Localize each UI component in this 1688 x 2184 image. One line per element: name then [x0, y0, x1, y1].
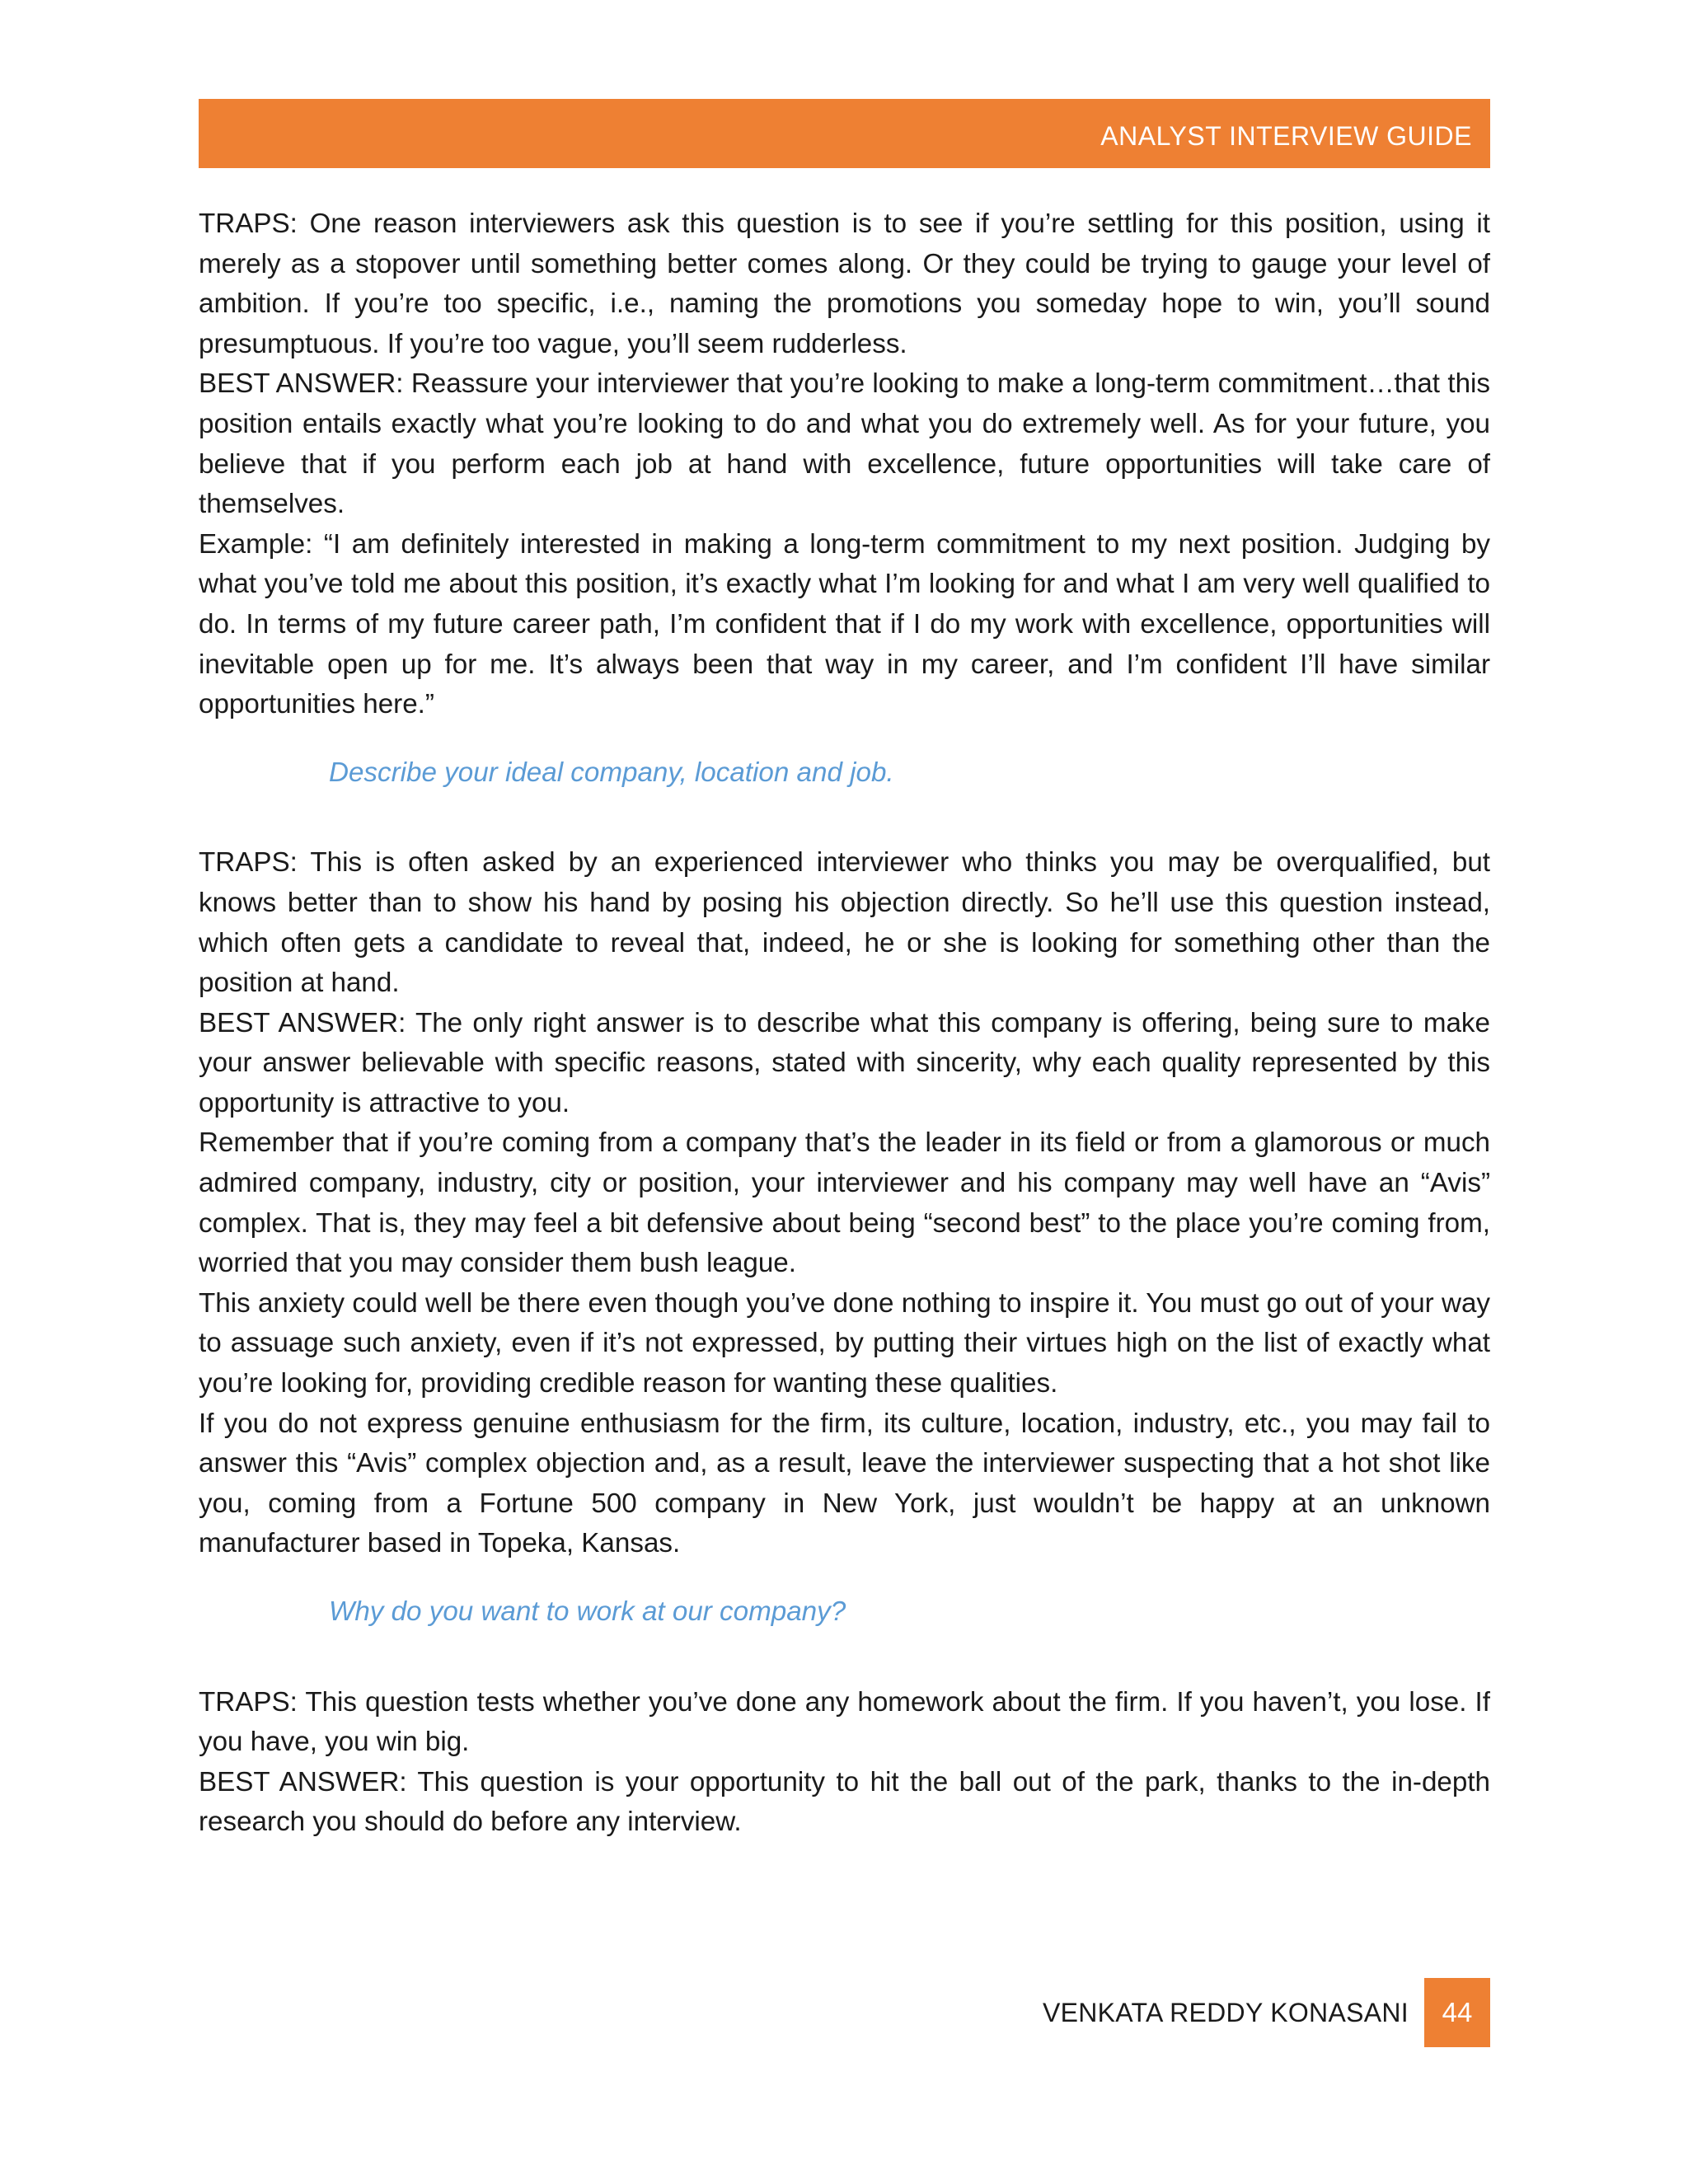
page-number: 44	[1442, 1997, 1473, 2027]
page-body	[199, 204, 1490, 1843]
question-heading: Describe your ideal company, location and job.	[329, 757, 894, 788]
header-bar	[199, 99, 1490, 168]
paragraph: BEST ANSWER: Reassure your interviewer that you’re looking to make a long-term commitment…that this position entails exactly what you’re looking to do and what you do extremely well. As for your future, you believe that if you perform each job at hand with excellence, future opportunities will take care of themselves.	[199, 368, 1490, 520]
paragraph: TRAPS: This is often asked by an experienced interviewer who thinks you may be overqualified, but knows better than to show his hand by posing his objection directly. So he’ll use this question instead, which often gets a candidate to reveal that, indeed, he or she is looking for something other than the position at hand.	[199, 847, 1490, 999]
footer-author: VENKATA REDDY KONASANI	[1042, 1998, 1409, 2027]
document-title: ANALYST INTERVIEW GUIDE	[1100, 120, 1472, 151]
paragraph: If you do not express genuine enthusiasm for the firm, its culture, location, industry, etc., you may fail to answer this “Avis” complex objection and, as a result, leave the interviewer suspecting that a hot shot like you, coming from a Fortune 500 company in New York, just wouldn’t be happy at an unknown manufacturer based in Topeka, Kansas.	[199, 1408, 1490, 1559]
paragraph: TRAPS: One reason interviewers ask this question is to see if you’re settling for this position, using it merely as a stopover until something better comes along. Or they could be trying to gauge your level of ambition. If you’re too specific, i.e., naming the promotions you someday hope to win, you’ll sound presumptuous. If you’re too vague, you’ll seem rudderless.	[199, 209, 1490, 359]
paragraph: BEST ANSWER: The only right answer is to describe what this company is offering, being sure to make your answer believable with specific reasons, stated with sincerity, why each quality represented by this opportunity is attractive to you.	[199, 1007, 1490, 1118]
paragraph: This anxiety could well be there even though you’ve done nothing to inspire it. You must go out of your way to assuage such anxiety, even if it’s not expressed, by putting their virtues high on the list of exactly what you’re looking for, providing credible reason for wanting these qualities.	[199, 1287, 1490, 1399]
question-heading: Why do you want to work at our company?	[329, 1596, 846, 1627]
page-number-badge	[1424, 1978, 1490, 2047]
paragraph: Remember that if you’re coming from a company that’s the leader in its field or from a glamorous or much admired company, industry, city or position, your interviewer and his company may well have an “Avis” complex. That is, they may feel a bit defensive about being “second best” to the place you’re coming from, worried that you may consider them bush league.	[199, 1127, 1490, 1279]
paragraph: Example: “I am definitely interested in making a long-term commitment to my next position. Judging by what you’ve told me about this position, it’s exactly what I’m looking for and what I am very well qualified to do. In terms of my future career path, I’m confident that if I do my work with excellence, opportunities will inevitable open up for me. It’s always been that way in my career, and I’m confident I’ll have similar opportunities here.”	[199, 528, 1490, 720]
paragraph: BEST ANSWER: This question is your opportunity to hit the ball out of the park, thanks to the in-depth research you should do before any interview.	[199, 1766, 1490, 1838]
paragraph: TRAPS: This question tests whether you’ve done any homework about the firm. If you haven’t, you lose. If you have, you win big.	[199, 1686, 1490, 1758]
